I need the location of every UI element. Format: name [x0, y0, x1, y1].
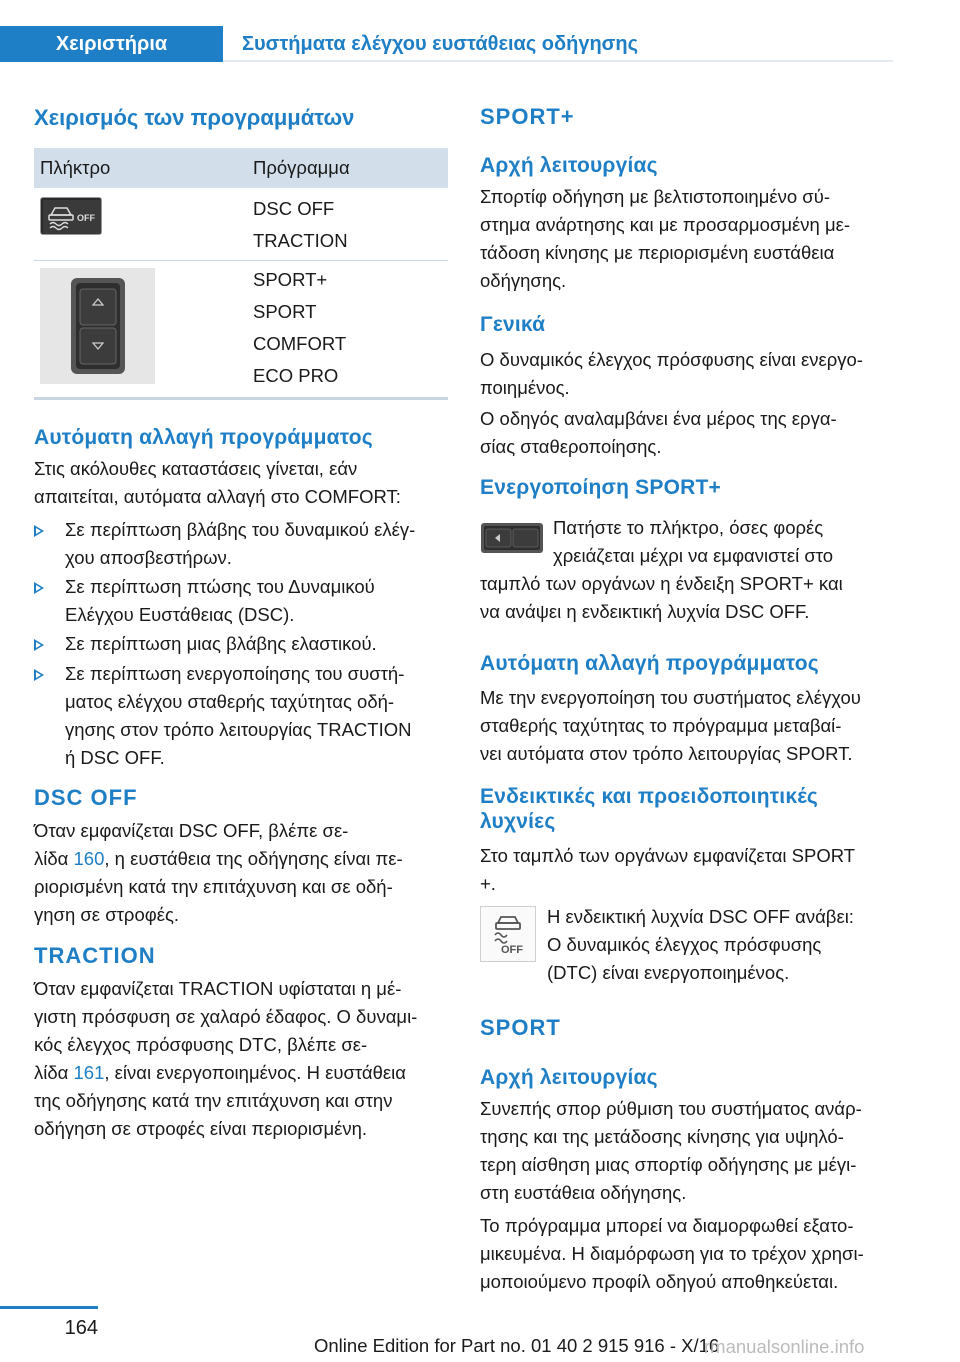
traction-car-icon — [41, 198, 103, 236]
program-dsc-off: DSC OFF — [253, 198, 335, 219]
list-item — [34, 573, 448, 629]
button-off-label: OFF — [77, 213, 95, 223]
bullet-triangle-icon — [34, 639, 44, 651]
subtitle-auto-change-right: Αυτόματη αλλαγή προγράμματος — [480, 652, 819, 675]
program-traction: TRACTION — [253, 230, 348, 251]
list-item-text: Σε περίπτωση βλάβης του δυναμικού ελέγ- — [65, 519, 416, 540]
subtitle-general: Γενικά — [480, 313, 546, 336]
activate-line: να ανάψει η ενδεικτική λυχνία DSC OFF. — [480, 601, 810, 622]
lamps-line: Στο ταμπλό των οργάνων εμφανίζεται SPORT — [480, 845, 856, 866]
list-item-text: Σε περίπτωση ενεργοποίησης του συστή- — [65, 663, 405, 684]
table-header-key: Πλήκτρο — [40, 157, 111, 178]
auto-line: σταθερής ταχύτητας το πρόγραμμα μεταβαί- — [480, 715, 842, 736]
principle-line: τάδοση κίνησης με περιορισμένη ευστάθεια — [480, 242, 835, 263]
auto-change-line-1: Στις ακόλουθες καταστάσεις γίνεται, εάν — [34, 458, 358, 479]
drive-mode-rocker-image — [40, 268, 155, 384]
principle2-line: τησης και της μετάδοσης κίνησης για υψηλό- — [480, 1126, 844, 1147]
traction-line-4-end: , είναι ενεργοποιημένος. Η ευστάθεια — [104, 1062, 406, 1083]
activate-line: χρειάζεται μέχρι να εμφανιστεί στο — [553, 545, 834, 566]
activate-line: Πατήστε το πλήκτρο, όσες φορές — [553, 517, 824, 538]
header-section-tab[interactable]: Συστήματα ελέγχου ευστάθειας οδήγησης — [223, 26, 893, 62]
list-item — [34, 516, 448, 572]
principle-line: οδήγησης. — [480, 270, 567, 291]
dsc-off-line-2 — [34, 845, 403, 873]
list-item — [34, 630, 448, 658]
dsc-off-lamp-image — [480, 906, 536, 962]
list-item-text: Σε περίπτωση μιας βλάβης ελαστικού. — [65, 633, 377, 654]
page-number: 164 — [64, 1317, 98, 1339]
lamp-line: Ο δυναμικός έλεγχος πρόσφυσης — [547, 934, 822, 955]
general-line: Ο οδηγός αναλαμβάνει ένα μέρος της εργα- — [480, 408, 837, 429]
table-bottom-rule — [34, 397, 448, 400]
bullet-triangle-icon — [34, 669, 44, 681]
header-chapter-tab[interactable]: Χειριστήρια — [0, 26, 223, 62]
dsc-off-button-image — [40, 197, 102, 235]
subtitle-lamps: Ενδεικτικές και προειδοποιητικές — [480, 785, 819, 808]
list-item-text: ματος ελέγχου σταθερής ταχύτητας οδή- — [65, 691, 395, 712]
table-header — [34, 148, 448, 188]
traction-line-1: Όταν εμφανίζεται TRACTION υφίσταται η μέ- — [34, 978, 402, 999]
traction-line-4 — [34, 1059, 406, 1087]
subtitle-dsc-off: DSC OFF — [34, 785, 138, 810]
lamp-line: Η ενδεικτική λυχνία DSC OFF ανάβει: — [547, 906, 854, 927]
subtitle-principle-2: Αρχή λειτουργίας — [480, 1066, 658, 1089]
list-item-text: Ελέγχου Ευστάθειας (DSC). — [65, 604, 295, 625]
auto-change-line-2: απαιτείται, αυτόματα αλλαγή στο COMFORT: — [34, 486, 401, 507]
dsc-off-line-1: Όταν εμφανίζεται DSC OFF, βλέπε σε- — [34, 820, 349, 841]
dsc-off-line-3: ριορισμένη κατά την επιτάχυνση και σε οδή- — [34, 876, 393, 897]
principle-line: Σπορτίφ οδήγηση με βελτιστοποιημένο σύ- — [480, 186, 830, 207]
page-link-160[interactable]: 160 — [73, 848, 105, 869]
subtitle-principle: Αρχή λειτουργίας — [480, 154, 658, 177]
principle2-line: τερη αίσθηση μιας σπορτίφ οδήγησης με μέγι- — [480, 1154, 857, 1175]
auto-line: Με την ενεργοποίηση του συστήματος ελέγχου — [480, 687, 861, 708]
lamp-off-label: OFF — [501, 944, 523, 956]
subtitle-lamps-2: λυχνίες — [480, 810, 556, 833]
dsc-off-lamp-icon — [481, 907, 535, 961]
table-header-program: Πρόγραμμα — [253, 157, 350, 178]
traction-line-2: γιστη πρόσφυση σε χαλαρό έδαφος. Ο δυναμι- — [34, 1006, 418, 1027]
config-line: μικευμένα. Η διαμόρφωση για το τρέχον χρησι- — [480, 1243, 864, 1264]
config-line: Το πρόγραμμα μπορεί να διαμορφωθεί εξατο- — [480, 1215, 854, 1236]
general-line: ποιημένος. — [480, 377, 570, 398]
list-item-text: χου αποσβεστήρων. — [65, 547, 232, 568]
program-comfort: COMFORT — [253, 333, 347, 354]
subtitle-sport: SPORT — [480, 1015, 561, 1040]
program-eco-pro: ECO PRO — [253, 365, 339, 386]
section-title-program-operation: Χειρισμός των προγραμμάτων — [34, 105, 355, 130]
list-item-text: Σε περίπτωση πτώσης του Δυναμικού — [65, 576, 375, 597]
traction-line-3: κός έλεγχος πρόσφυσης DTC, βλέπε σε- — [34, 1034, 368, 1055]
list-item-text: γησης στον τρόπο λειτουργίας TRACTION — [65, 719, 412, 740]
traction-line-6: οδήγηση σε στροφές είναι περιορισμένη. — [34, 1118, 368, 1139]
bullet-triangle-icon — [34, 582, 44, 594]
bullet-triangle-icon — [34, 525, 44, 537]
list-item-text: ή DSC OFF. — [65, 747, 165, 768]
dsc-off-line-4: γηση σε στροφές. — [34, 904, 180, 925]
subtitle-auto-change: Αυτόματη αλλαγή προγράμματος — [34, 426, 373, 449]
activate-line: ταμπλό των οργάνων η ένδειξη SPORT+ και — [480, 573, 843, 594]
edition-note: Online Edition for Part no. 01 40 2 915 916 - X/16 — [314, 1335, 720, 1356]
watermark: rmanualsonline.info — [704, 1336, 865, 1357]
rocker-switch-icon — [40, 268, 155, 384]
mode-switch-button-icon — [480, 522, 544, 554]
sport-plus-button-image — [480, 522, 544, 554]
auto-line: νει αυτόματα στον τρόπο λειτουργίας SPORT. — [480, 743, 853, 764]
principle2-line: Συνεπής σπορ ρύθμιση του συστήματος ανάρ- — [480, 1098, 862, 1119]
dsc-off-line-2-end: , η ευστάθεια της οδήγησης είναι πε- — [104, 848, 403, 869]
page-header — [0, 26, 893, 62]
table-row-divider — [34, 260, 448, 261]
page-link-161[interactable]: 161 — [73, 1062, 105, 1083]
general-line: Ο δυναμικός έλεγχος πρόσφυσης είναι ενεργο- — [480, 349, 863, 370]
traction-line-4-start: λίδα — [34, 1062, 74, 1083]
program-sport-plus: SPORT+ — [253, 269, 328, 290]
subtitle-activate-sport-plus: Ενεργοποίηση SPORT+ — [480, 476, 721, 499]
config-line: μοποιούμενο προφίλ οδηγού αποθηκεύεται. — [480, 1271, 839, 1292]
lamps-line: +. — [480, 873, 496, 894]
subtitle-sport-plus: SPORT+ — [480, 104, 575, 129]
lamp-line: (DTC) είναι ενεργοποιημένος. — [547, 962, 790, 983]
program-sport: SPORT — [253, 301, 317, 322]
dsc-off-line-2-start: λίδα — [34, 848, 74, 869]
subtitle-traction: TRACTION — [34, 943, 156, 968]
general-line: σίας σταθεροποίησης. — [480, 436, 662, 457]
footer-rule — [0, 1306, 98, 1309]
principle-line: στημα ανάρτησης και με προσαρμοσμένη με- — [480, 214, 851, 235]
traction-line-5: της οδήγησης κατά την επιτάχυνση και στην — [34, 1090, 393, 1111]
list-item — [34, 660, 448, 772]
principle2-line: στη ευστάθεια οδήγησης. — [480, 1182, 687, 1203]
